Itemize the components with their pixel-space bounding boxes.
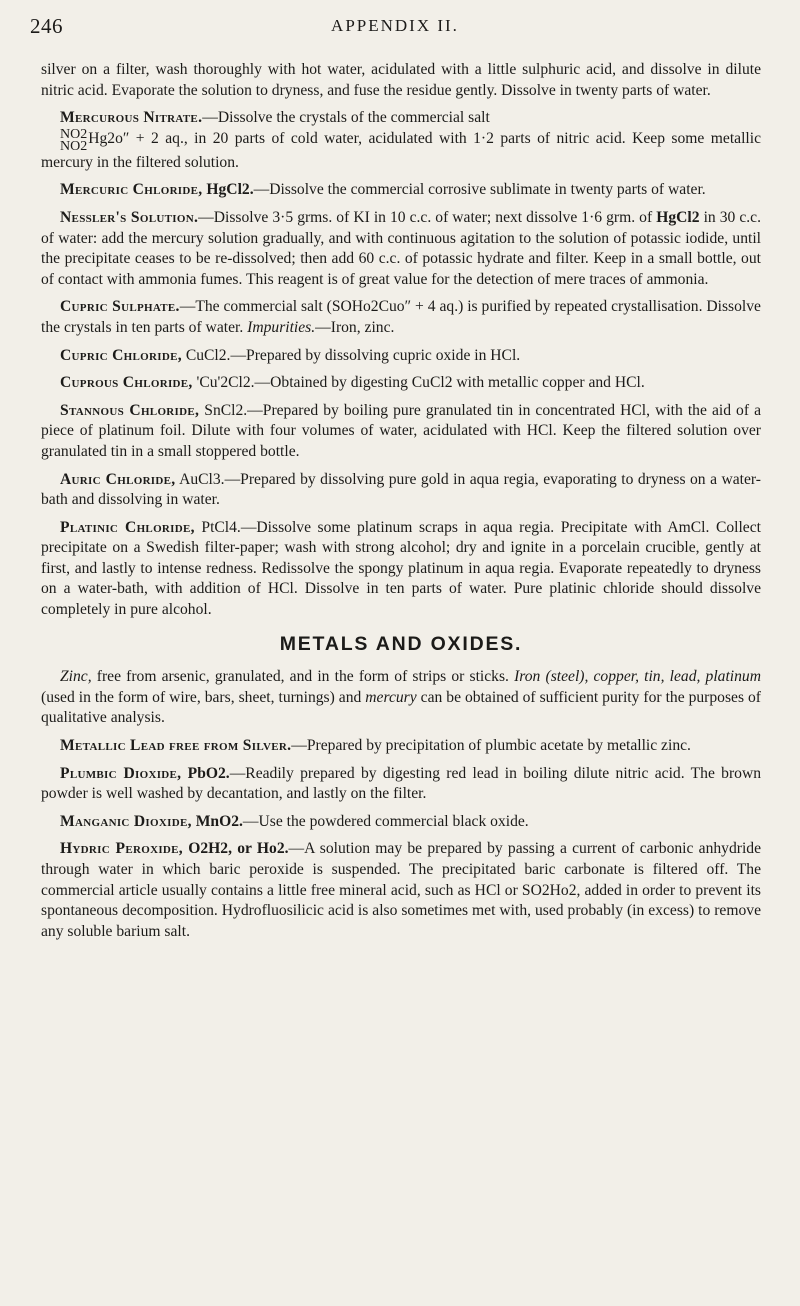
entry-text: PtCl4.—Dissolve some platinum scraps in aqua regia. Precipitate with AmCl. Collect precipitate on a Swedish filter-paper; wash with strong alcohol; dry and ignite in a porcelain crucible, gently at first, and lastly to intense redness. Redissolve the spongy platinum in aqua regia. Evaporate repeatedly to dryness on a water-bath, with addition of HCl. Dissolve in ten parts of water. Pure platinic chloride should dissolve completely in pure alcohol.	[41, 518, 761, 619]
paragraph-stannous-chloride	[41, 401, 761, 463]
paragraph-cupric-chloride	[41, 346, 761, 367]
paragraph-mercuric-chloride	[41, 180, 761, 201]
entry-text: —Iron, zinc.	[315, 318, 395, 336]
impurities-label: Impurities.	[247, 318, 316, 336]
entry-heading: Cupric Chloride,	[60, 346, 182, 364]
paragraph-metallic-lead	[41, 736, 761, 757]
running-head: APPENDIX II.	[331, 16, 459, 35]
entry-formula: HgCl2.	[206, 181, 254, 199]
entry-formula: O2H2, or Ho2.	[188, 840, 289, 858]
paragraph-manganic-dioxide	[41, 812, 761, 833]
paragraph-plumbic-dioxide	[41, 764, 761, 805]
entry-heading: Cuprous Chloride,	[60, 374, 193, 392]
entry-text: —A solution may be prepared by passing a current of carbonic anhydride through water in which baric peroxide is suspended. The precipitated baric carbonate is filtered off. The commercial article usually contains a little free mineral acid, such as HCl or SO2Ho2, added in order to prevent its spontaneous decomposition. Hydrofluosilicic acid is also sometimes met with, used probably (in excess) to remove any soluble barium salt.	[41, 840, 762, 940]
entry-text: —Prepared by precipitation of plumbic acetate by metallic zinc.	[291, 737, 691, 755]
page-body	[41, 60, 761, 949]
entry-text: —Dissolve 3·5 grms. of KI in 10 c.c. of water; next dissolve 1·6 grm. of	[198, 208, 653, 226]
entry-text: in 30 c.c. of water: add the mercury solution gradually, and with continuous agitation to the solution of potassic iodide, until the precipitate ceases to be re-dissolved; then add 60 c.c. of potassic hydrate and filter. Keep in a small bottle, out of contact with ammonia fumes. This reagent is of great value for the detection of mere traces of ammonia.	[41, 208, 761, 288]
mercury-label: mercury	[365, 688, 417, 706]
entry-heading: Cupric Sulphate.	[60, 298, 180, 316]
entry-formula: HgCl2	[656, 208, 700, 226]
paragraph-auric-chloride	[41, 470, 761, 511]
paragraph-cuprous-chloride	[41, 373, 761, 394]
entry-formula: MnO2.	[195, 812, 243, 830]
entry-text: Hg2o″ + 2 aq., in 20 parts of cold water, acidulated with 1·2 parts of nitric acid. Keep some metallic mercury in the filtered solution.	[41, 129, 761, 171]
entry-formula: PbO2.	[187, 764, 230, 782]
page-header	[30, 14, 760, 40]
entry-text: AuCl3.—Prepared by dissolving pure gold in aqua regia, evaporating to dryness on a water-bath and dissolving in water.	[41, 470, 761, 509]
paragraph-silver-continuation: silver on a filter, wash thoroughly with hot water, acidulated with a little sulphuric acid, and dissolve in dilute nitric acid. Evaporate the solution to dryness, and fuse the residue gently. Dissolve in twenty parts of water.	[41, 61, 761, 99]
entry-heading: Mercuric Chloride,	[60, 181, 203, 199]
fraction-numerator: NO2	[60, 126, 88, 142]
entry-text: can be obtained of sufficient purity for the purposes of qualitative analysis.	[41, 688, 761, 727]
paragraph-metals-intro	[41, 667, 761, 729]
metals-list: Iron (steel), copper, tin, lead, platinum	[514, 668, 761, 686]
entry-heading: Metallic Lead free from Silver.	[60, 737, 292, 755]
entry-text: free from arsenic, granulated, and in the form of strips or sticks.	[96, 668, 509, 686]
zinc-label: Zinc,	[60, 668, 92, 686]
entry-heading: Plumbic Dioxide,	[60, 764, 182, 782]
page-number: 246	[30, 14, 63, 38]
entry-heading: Auric Chloride,	[60, 470, 176, 488]
entry-heading: Mercurous Nitrate.	[60, 109, 203, 127]
entry-text: CuCl2.—Prepared by dissolving cupric oxide in HCl.	[185, 346, 521, 364]
entry-heading: Hydric Peroxide,	[60, 840, 183, 858]
entry-text: —Dissolve the commercial corrosive sublimate in twenty parts of water.	[253, 181, 706, 199]
paragraph-nesslers-solution	[41, 208, 761, 290]
entry-text: —Readily prepared by digesting red lead in boiling dilute nitric acid. The brown powder is well washed by decantation, and lastly on the filter.	[41, 764, 762, 803]
entry-heading: Stannous Chloride,	[60, 401, 200, 419]
section-title: METALS AND OXIDES.	[279, 632, 523, 655]
entry-text: —Use the powdered commercial black oxide.	[242, 812, 529, 830]
entry-text: —Dissolve the crystals of the commercial salt	[202, 109, 490, 127]
paragraph-platinic-chloride	[41, 518, 761, 621]
entry-text: (used in the form of wire, bars, sheet, turnings) and	[41, 688, 362, 706]
formula-fraction	[41, 126, 88, 154]
entry-heading: Nessler's Solution.	[60, 208, 199, 226]
entry-heading: Manganic Dioxide,	[60, 812, 192, 830]
fraction-denominator: NO2	[60, 138, 88, 154]
paragraph-hydric-peroxide	[41, 839, 761, 942]
entry-text: SnCl2.—Prepared by boiling pure granulated tin in concentrated HCl, with the aid of a piece of platinum foil. Dilute with four volumes of water, acidulated with HCl. Keep the filtered solution over granulated tin in a small stoppered bottle.	[41, 401, 761, 460]
paragraph-mercurous-nitrate	[41, 108, 761, 173]
entry-heading: Platinic Chloride,	[60, 518, 195, 536]
paragraph-cupric-sulphate	[41, 297, 761, 338]
entry-text: 'Cu'2Cl2.—Obtained by digesting CuCl2 with metallic copper and HCl.	[196, 374, 645, 392]
entry-text: —The commercial salt (SOHo2Cuo″ + 4 aq.) is purified by repeated crystallisation. Dissolve the crystals in ten parts of water.	[41, 298, 761, 336]
